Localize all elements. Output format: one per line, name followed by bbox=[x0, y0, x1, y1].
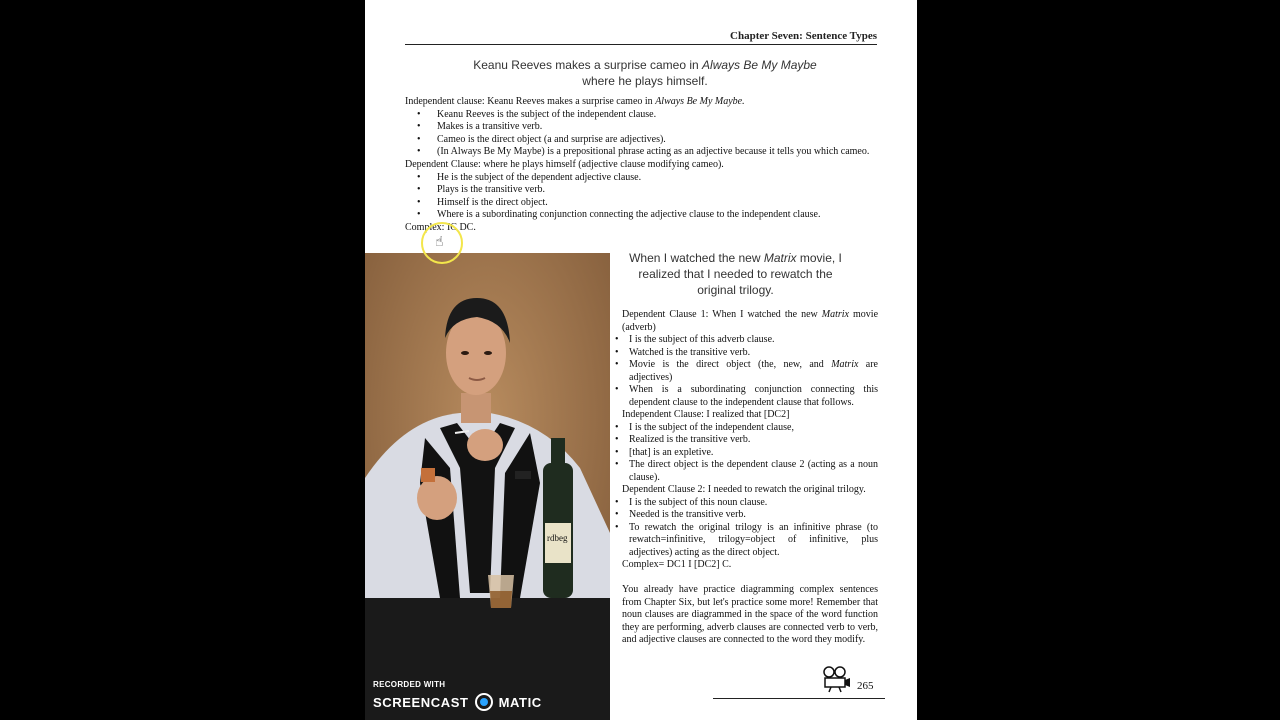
bullet: • bbox=[417, 121, 421, 133]
complex-line: Complex: IC DC. bbox=[405, 221, 476, 233]
hand-pointer-icon: ☝ bbox=[435, 234, 444, 250]
independent-clause: Independent Clause: I realized that [DC2] bbox=[622, 409, 790, 420]
bullet: • bbox=[615, 446, 619, 458]
list-item bbox=[615, 347, 878, 360]
independent-clause-line bbox=[405, 96, 885, 109]
watermark-logo bbox=[373, 693, 542, 711]
document-page bbox=[365, 0, 917, 720]
caption2-title: Matrix bbox=[763, 251, 797, 265]
list-item bbox=[615, 384, 878, 409]
dependent-clause-1 bbox=[622, 309, 878, 334]
list-item bbox=[615, 434, 878, 447]
bullet: • bbox=[615, 509, 619, 520]
bullet: • bbox=[417, 171, 421, 183]
list-item-text: Cameo is the direct object (a and surprise are adjectives). bbox=[437, 133, 666, 145]
footer-rule bbox=[713, 698, 885, 699]
screencast-watermark bbox=[373, 680, 542, 711]
dependent-clause-2: Dependent Clause 2: I needed to rewatch the original trilogy. bbox=[622, 484, 866, 495]
caption1-post: where he plays himself. bbox=[582, 74, 708, 88]
list-item-text: I is the subject of this adverb clause. bbox=[629, 334, 775, 345]
practice-paragraph: You already have practice diagramming complex sentences from Chapter Six, but let's practice some more! Remember that noun clauses are diagrammed in the space of the word function they are performing, adverb clauses are connected verb to verb, and adjective clauses are connected to the word they modify. bbox=[622, 584, 878, 646]
list-item bbox=[615, 447, 878, 460]
keanu-figure-photo bbox=[365, 253, 610, 720]
list-item-text: (In Always Be My Maybe) is a prepositional phrase acting as an adjective because it tells you which cameo. bbox=[437, 146, 870, 158]
list-item-text: I is the subject of this noun clause. bbox=[629, 496, 768, 508]
list-item bbox=[615, 509, 878, 522]
list-item-text: [that] is an expletive. bbox=[629, 446, 714, 458]
photo-illustration bbox=[365, 253, 610, 720]
list-item bbox=[405, 146, 885, 159]
bullet: • bbox=[615, 496, 619, 508]
list-item-text: Needed is the transitive verb. bbox=[629, 509, 746, 520]
caption1-title: Always Be My Maybe bbox=[702, 58, 817, 72]
bullet: • bbox=[417, 184, 421, 196]
film-projector-icon bbox=[821, 665, 851, 693]
bullet: • bbox=[615, 434, 619, 445]
list-item-text: To rewatch the original trilogy is an infinitive phrase (to rewatch=infinitive, trilogy=object of infinitive, plus adjectives) acting as the direct object. bbox=[629, 521, 878, 558]
bullet: • bbox=[417, 209, 421, 221]
list-item bbox=[615, 497, 878, 510]
list-item-text: I is the subject of the independent clause, bbox=[629, 421, 794, 433]
ic-label: Independent clause: Keanu Reeves makes a surprise cameo in bbox=[405, 96, 656, 107]
header-rule bbox=[405, 44, 877, 45]
list-item bbox=[405, 209, 885, 222]
list-item-text: Realized is the transitive verb. bbox=[629, 434, 751, 445]
analysis-block-2 bbox=[615, 309, 879, 572]
record-dot-icon bbox=[475, 693, 493, 711]
dc1-post: movie (adverb) bbox=[622, 309, 879, 333]
list-item bbox=[405, 134, 885, 147]
ic-title: Always Be My Maybe. bbox=[655, 96, 745, 107]
list-item bbox=[615, 422, 878, 435]
dc1-title: Matrix bbox=[821, 309, 849, 320]
caption2-post: movie, I realized that I needed to rewatch the original trilogy. bbox=[638, 251, 842, 297]
list-item-text bbox=[629, 359, 878, 384]
bullet: • bbox=[615, 346, 619, 358]
analysis-block-1 bbox=[405, 96, 885, 235]
list-item bbox=[405, 172, 885, 185]
bullet: • bbox=[615, 521, 619, 533]
bullet: • bbox=[615, 384, 619, 395]
list-item bbox=[405, 121, 885, 134]
bullet: • bbox=[615, 334, 619, 345]
dc1-label: Dependent Clause 1: When I watched the new bbox=[622, 309, 822, 320]
bullet: • bbox=[417, 146, 421, 158]
list-item bbox=[615, 334, 878, 347]
caption2-pre: When I watched the new bbox=[629, 251, 764, 265]
complex-formula: Complex= DC1 I [DC2] C. bbox=[622, 559, 732, 570]
list-item-text: Plays is the transitive verb. bbox=[437, 184, 546, 196]
list-item-text: Watched is the transitive verb. bbox=[629, 346, 751, 358]
bullet: • bbox=[417, 108, 421, 120]
list-item bbox=[405, 109, 885, 122]
dependent-clause-line: Dependent Clause: where he plays himself (adjective clause modifying cameo). bbox=[405, 158, 724, 170]
bottle-label-text: rdbeg bbox=[547, 533, 568, 543]
list-item-text: Where is a subordinating conjunction connecting the adjective clause to the independent clause. bbox=[437, 209, 821, 221]
list-item-text: He is the subject of the dependent adjective clause. bbox=[437, 171, 642, 183]
bullet: • bbox=[417, 133, 421, 145]
example-sentence-2 bbox=[623, 250, 848, 298]
list-item bbox=[615, 522, 878, 560]
page-number: 265 bbox=[857, 680, 874, 692]
watermark-left-text: SCREENCAST bbox=[373, 694, 469, 710]
b3-pre: Movie is the direct object (the, new, and bbox=[629, 359, 832, 370]
b3-post: are adjectives) bbox=[629, 359, 878, 383]
watermark-top-text: RECORDED WITH bbox=[373, 680, 446, 689]
list-item-text: Makes is a transitive verb. bbox=[437, 121, 543, 133]
list-item-text: The direct object is the dependent clause 2 (acting as a noun clause). bbox=[629, 459, 878, 483]
list-item-text: Himself is the direct object. bbox=[437, 196, 548, 208]
b3-italic: Matrix bbox=[831, 359, 859, 370]
list-item bbox=[615, 459, 878, 484]
list-item-text: When is a subordinating conjunction connecting this dependent clause to the independent clause that follows. bbox=[629, 384, 878, 408]
bullet: • bbox=[417, 196, 421, 208]
list-item bbox=[405, 197, 885, 210]
chapter-header: Chapter Seven: Sentence Types bbox=[730, 30, 877, 42]
bullet: • bbox=[615, 359, 619, 370]
list-item-text: Keanu Reeves is the subject of the independent clause. bbox=[437, 108, 657, 120]
list-item bbox=[405, 184, 885, 197]
example-sentence-1 bbox=[460, 57, 830, 89]
bullet: • bbox=[615, 421, 619, 433]
watermark-right-text: MATIC bbox=[498, 694, 542, 710]
caption1-pre: Keanu Reeves makes a surprise cameo in bbox=[473, 58, 703, 72]
bullet: • bbox=[615, 459, 619, 470]
list-item bbox=[615, 359, 878, 384]
